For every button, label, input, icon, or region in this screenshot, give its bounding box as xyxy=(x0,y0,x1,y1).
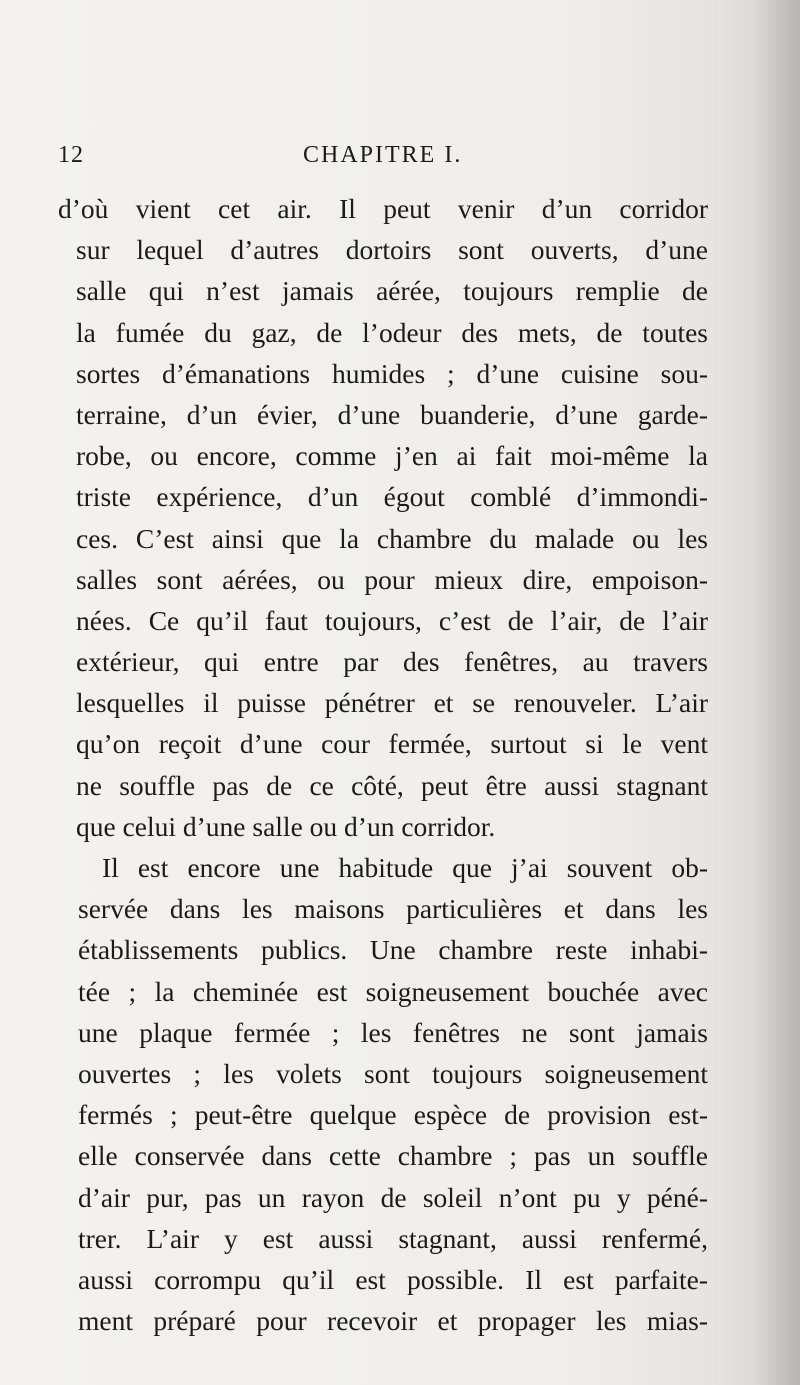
text-line: salle qui n’est jamais aérée, toujours remplie de xyxy=(76,275,708,307)
text-line: trer. L’air y est aussi stagnant, aussi renfermé, xyxy=(78,1222,708,1254)
text-line: que celui d’une salle ou d’un corridor. xyxy=(76,810,496,842)
text-line: robe, ou encore, comme j’en ai fait moi-même la xyxy=(76,440,708,472)
text-line: la fumée du gaz, de l’odeur des mets, de toutes xyxy=(76,316,708,348)
text-line: ne souffle pas de ce côté, peut être aussi stagnant xyxy=(76,769,708,801)
text-line: d’air pur, pas un rayon de soleil n’ont pu y péné- xyxy=(78,1181,708,1213)
body-text xyxy=(58,188,708,1341)
running-head: CHAPITRE I. xyxy=(303,142,463,168)
paragraph-2 xyxy=(58,847,708,1341)
text-line: d’où vient cet air. Il peut venir d’un corridor xyxy=(58,193,708,224)
text-line: lesquelles il puisse pénétrer et se renouveler. L’air xyxy=(76,687,708,719)
text-line: qu’on reçoit d’une cour fermée, surtout si le vent xyxy=(76,728,708,760)
text-line: ces. C’est ainsi que la chambre du malade ou les xyxy=(76,522,708,554)
text-line: ouvertes ; les volets sont toujours soigneusement xyxy=(78,1057,708,1089)
text-line: nées. Ce qu’il faut toujours, c’est de l’air, de l’air xyxy=(76,604,708,636)
text-line: sur lequel d’autres dortoirs sont ouverts, d’une xyxy=(76,234,708,266)
page-number: 12 xyxy=(58,142,84,168)
text-line: une plaque fermée ; les fenêtres ne sont jamais xyxy=(78,1016,708,1048)
text-line: ment préparé pour recevoir et propager les mias- xyxy=(78,1305,708,1337)
text-line: extérieur, qui entre par des fenêtres, au travers xyxy=(76,646,708,678)
text-line: tée ; la cheminée est soigneusement bouchée avec xyxy=(78,975,708,1007)
text-line: elle conservée dans cette chambre ; pas un souffle xyxy=(78,1140,708,1172)
paragraph-1 xyxy=(58,188,708,847)
text-line: sortes d’émanations humides ; d’une cuisine sou- xyxy=(76,357,708,389)
text-line: triste expérience, d’un égout comblé d’immondi- xyxy=(76,481,708,513)
text-line: servée dans les maisons particulières et dans les xyxy=(78,893,708,925)
text-line: établissements publics. Une chambre reste inhabi- xyxy=(78,934,708,966)
text-line: salles sont aérées, ou pour mieux dire, empoison- xyxy=(76,563,708,595)
text-line: aussi corrompu qu’il est possible. Il est parfaite- xyxy=(78,1263,708,1295)
text-line: terraine, d’un évier, d’une buanderie, d’une garde- xyxy=(76,398,708,430)
page-edge-shadow xyxy=(754,0,800,1385)
page-header xyxy=(58,142,703,178)
text-line: fermés ; peut-être quelque espèce de provision est- xyxy=(78,1099,708,1131)
text-line: Il est encore une habitude que j’ai souvent ob- xyxy=(102,852,708,883)
